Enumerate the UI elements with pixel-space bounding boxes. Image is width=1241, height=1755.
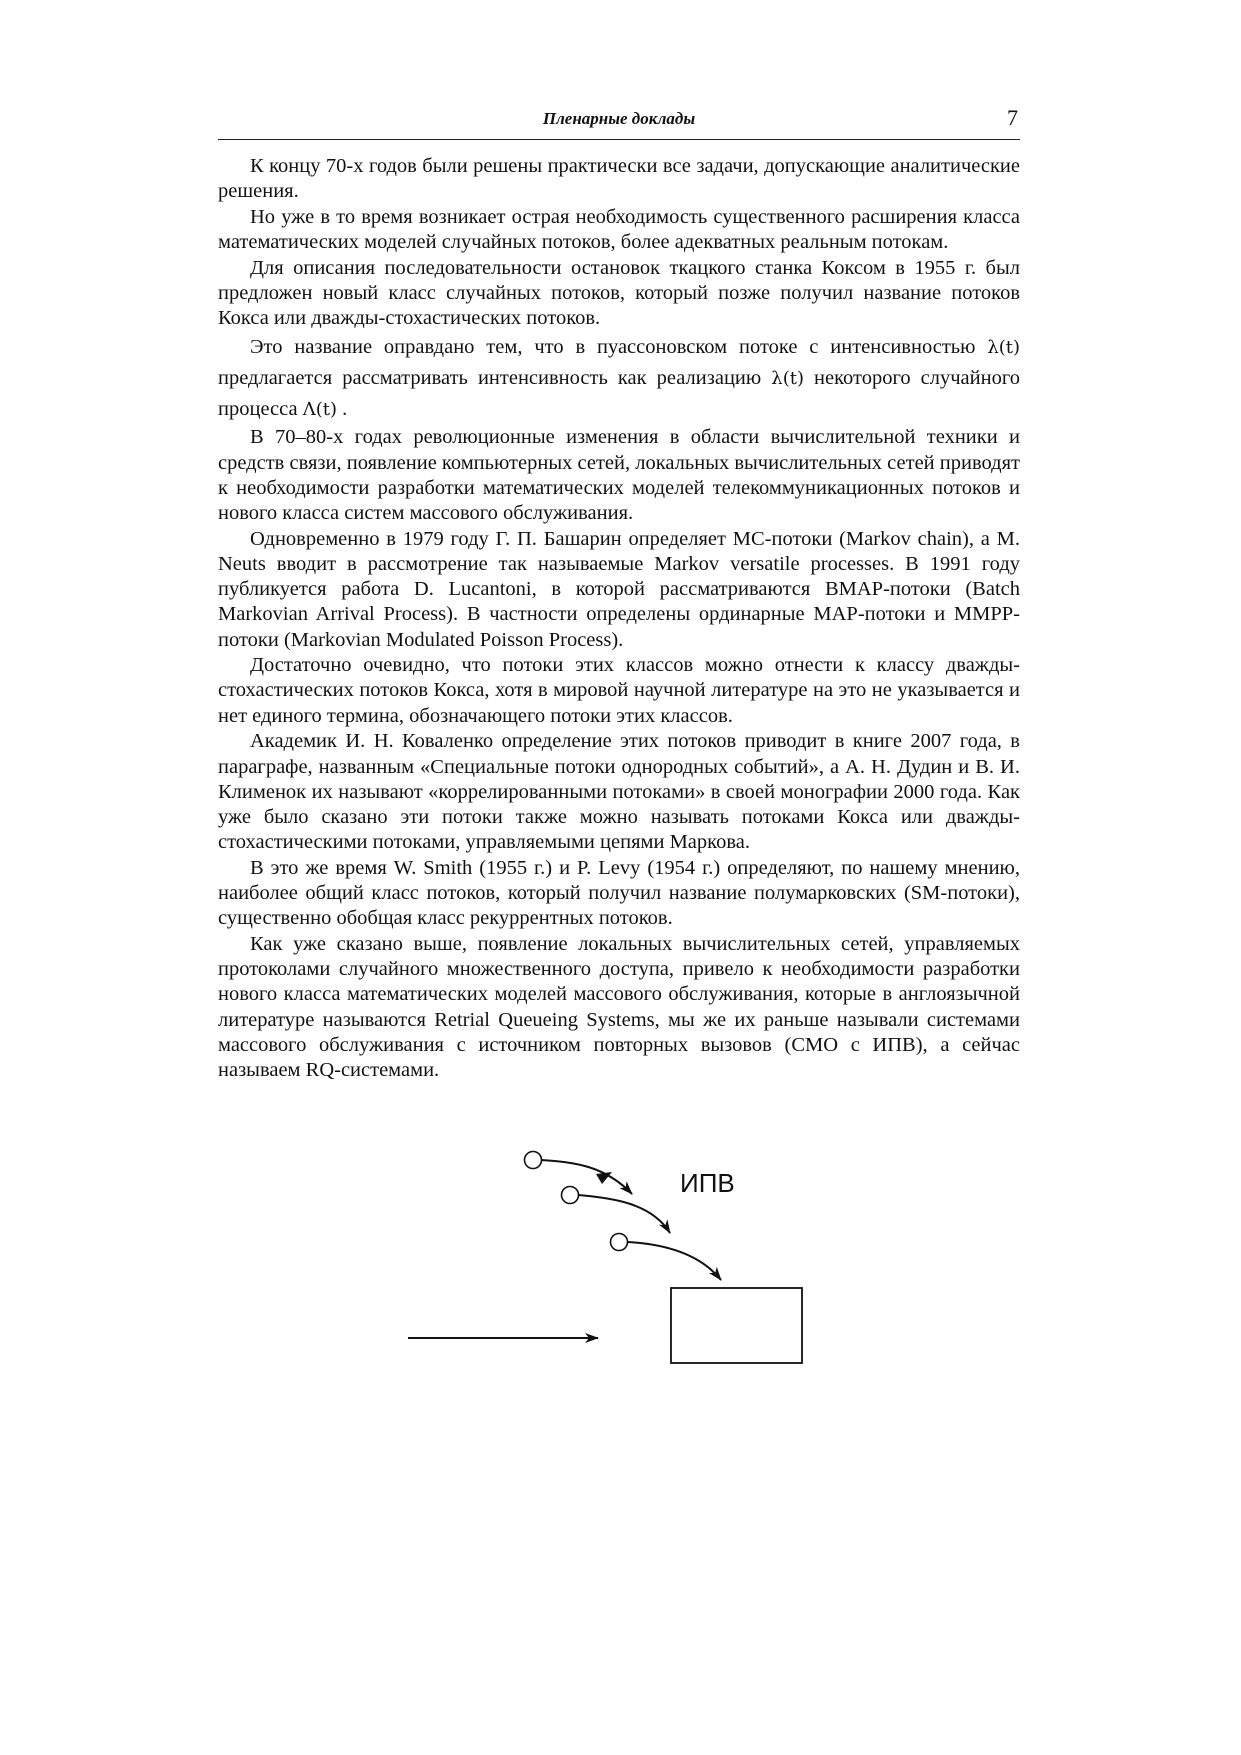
paragraph: Как уже сказано выше, появление локальных вычислительных сетей, управляемых протоколами случайного множественного доступа, привело к необходимости разработки нового класса математических моделей массового обслуживания, которые в англоязычной литературе называются Retrial Queueing Systems, мы же их раньше называли системами массового обслуживания с источником повторных вызовов (СМО с ИПВ), а сейчас называем RQ-системами. bbox=[218, 932, 1020, 1081]
paragraph: В 70–80-х годах революционные изменения в области вычислительной техники и средств связи, появление компьютерных сетей, локальных вычислительных сетей приводят к необходимости разработки математических моделей телекоммуникационных потоков и нового класса систем массового обслуживания. bbox=[218, 426, 1020, 525]
source-node-2 bbox=[562, 1187, 579, 1204]
capital-lambda-t-symbol: Λ(t) bbox=[302, 398, 338, 420]
retrial-arrow-3 bbox=[627, 1242, 721, 1280]
paragraph: Но уже в то время возникает острая необходимость существенного расширения класса математических моделей случайных потоков, более адекватных реальным потокам. bbox=[218, 205, 1020, 254]
formula-text: некоторого случайного процесса bbox=[218, 366, 1020, 420]
back-arrowhead bbox=[596, 1172, 612, 1184]
body-text bbox=[218, 154, 1020, 1084]
paragraph: В это же время W. Smith (1955 г.) и P. Levy (1954 г.) определяют, по нашему мнению, наиболее общий класс потоков, который получил название полумарковских (SM-потоки), существенно обобщая класс рекуррентных потоков. bbox=[218, 856, 1020, 930]
page-number: 7 bbox=[1007, 105, 1018, 130]
formula-paragraph bbox=[218, 332, 1020, 425]
paragraph: Достаточно очевидно, что потоки этих классов можно отнести к классу дважды-стохастических потоков Кокса, хотя в мировой научной литературе на это не указывается и нет единого термина, обозначающего потоки этих классов. bbox=[218, 654, 1020, 727]
page-header bbox=[218, 105, 1020, 140]
running-title: Пленарные доклады bbox=[542, 109, 696, 128]
orbit-label: ИПВ bbox=[680, 1168, 735, 1198]
paragraph: Академик И. Н. Коваленко определение этих потоков приводит в книге 2007 года, в параграфе, названным «Специальные потоки однородных событий», а А. Н. Дудин и В. И. Клименок их называют «коррелированными потоками» в своей монографии 2000 года. Как уже было сказано эти потоки также можно называть потоками Кокса или дважды-стохастическими потоками, управляемыми цепями Маркова. bbox=[218, 730, 1020, 854]
lambda-t-symbol: λ(t) bbox=[771, 367, 804, 389]
formula-text: Это название оправдано тем, что в пуассоновском потоке с интенсивностью bbox=[250, 335, 976, 358]
paragraph: К концу 70-х годов были решены практически все задачи, допускающие аналитические решения. bbox=[218, 155, 1020, 203]
server-box bbox=[671, 1288, 802, 1363]
diagram-svg bbox=[400, 1150, 850, 1390]
retrial-arrow-2 bbox=[578, 1195, 670, 1233]
source-node-3 bbox=[611, 1234, 628, 1251]
paragraph: Для описания последовательности остановок ткацкого станка Коксом в 1955 г. был предложен новый класс случайных потоков, который позже получил название потоков Кокса или дважды-стохастических потоков. bbox=[218, 256, 1020, 330]
source-node-1 bbox=[525, 1152, 542, 1169]
formula-text: . bbox=[342, 397, 348, 420]
formula-text: предлагается рассматривать интенсивность как реализацию bbox=[218, 366, 762, 389]
paragraph: Одновременно в 1979 году Г. П. Башарин определяет MC-потоки (Markov chain), а M. Neuts вводит в рассмотрение так называемые Markov versatile processes. В 1991 году публикуется работа D. Lucantoni, в которой рассматриваются BMAP-потоки (Batch Markovian Arrival Process). В частности определены ординарные MAP-потоки и MMPP-потоки (Markovian Modulated Poisson Process). bbox=[218, 527, 1020, 651]
retrial-queue-diagram bbox=[400, 1150, 850, 1390]
retrial-arrow-1 bbox=[541, 1160, 632, 1194]
lambda-t-symbol: λ(t) bbox=[987, 336, 1021, 358]
